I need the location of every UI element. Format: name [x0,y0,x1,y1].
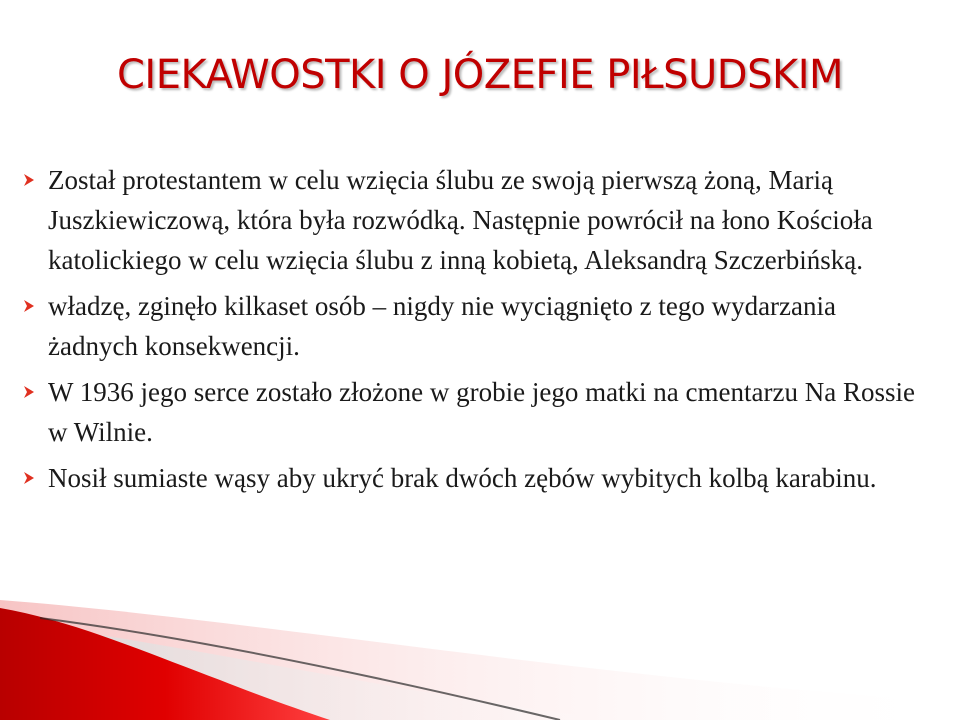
bullet-text: Nosił sumiaste wąsy aby ukryć brak dwóch zębów wybitych kolbą karabinu. [48,463,877,493]
arrow-bullet-icon [23,174,35,186]
bullet-list [48,160,928,504]
slide-title: CIEKAWOSTKI O JÓZEFIE PIŁSUDSKIM [116,52,844,98]
arrow-bullet-icon [23,472,35,484]
bullet-text: W 1936 jego serce zostało złożone w grobie jego matki na cmentarzu Na Rossie w Wilnie. [48,377,915,447]
arrow-bullet-icon [23,300,35,312]
bullet-item [48,160,928,280]
bullet-text: władzę, zginęło kilkaset osób – nigdy nie wyciągnięto z tego wydarzania żadnych konsekwencji. [48,291,836,361]
bullet-item [48,372,928,452]
bullet-item [48,458,928,498]
bottom-decoration [0,580,960,720]
arrow-bullet-icon [23,386,35,398]
bullet-item [48,286,928,366]
bullet-text: Został protestantem w celu wzięcia ślubu ze swoją pierwszą żoną, Marią Juszkiewiczową, która była rozwódką. Następnie powrócił na łono Kościoła katolickiego w celu wzięcia ślubu z inną kobietą, Aleksandrą Szczerbińską. [48,165,873,275]
